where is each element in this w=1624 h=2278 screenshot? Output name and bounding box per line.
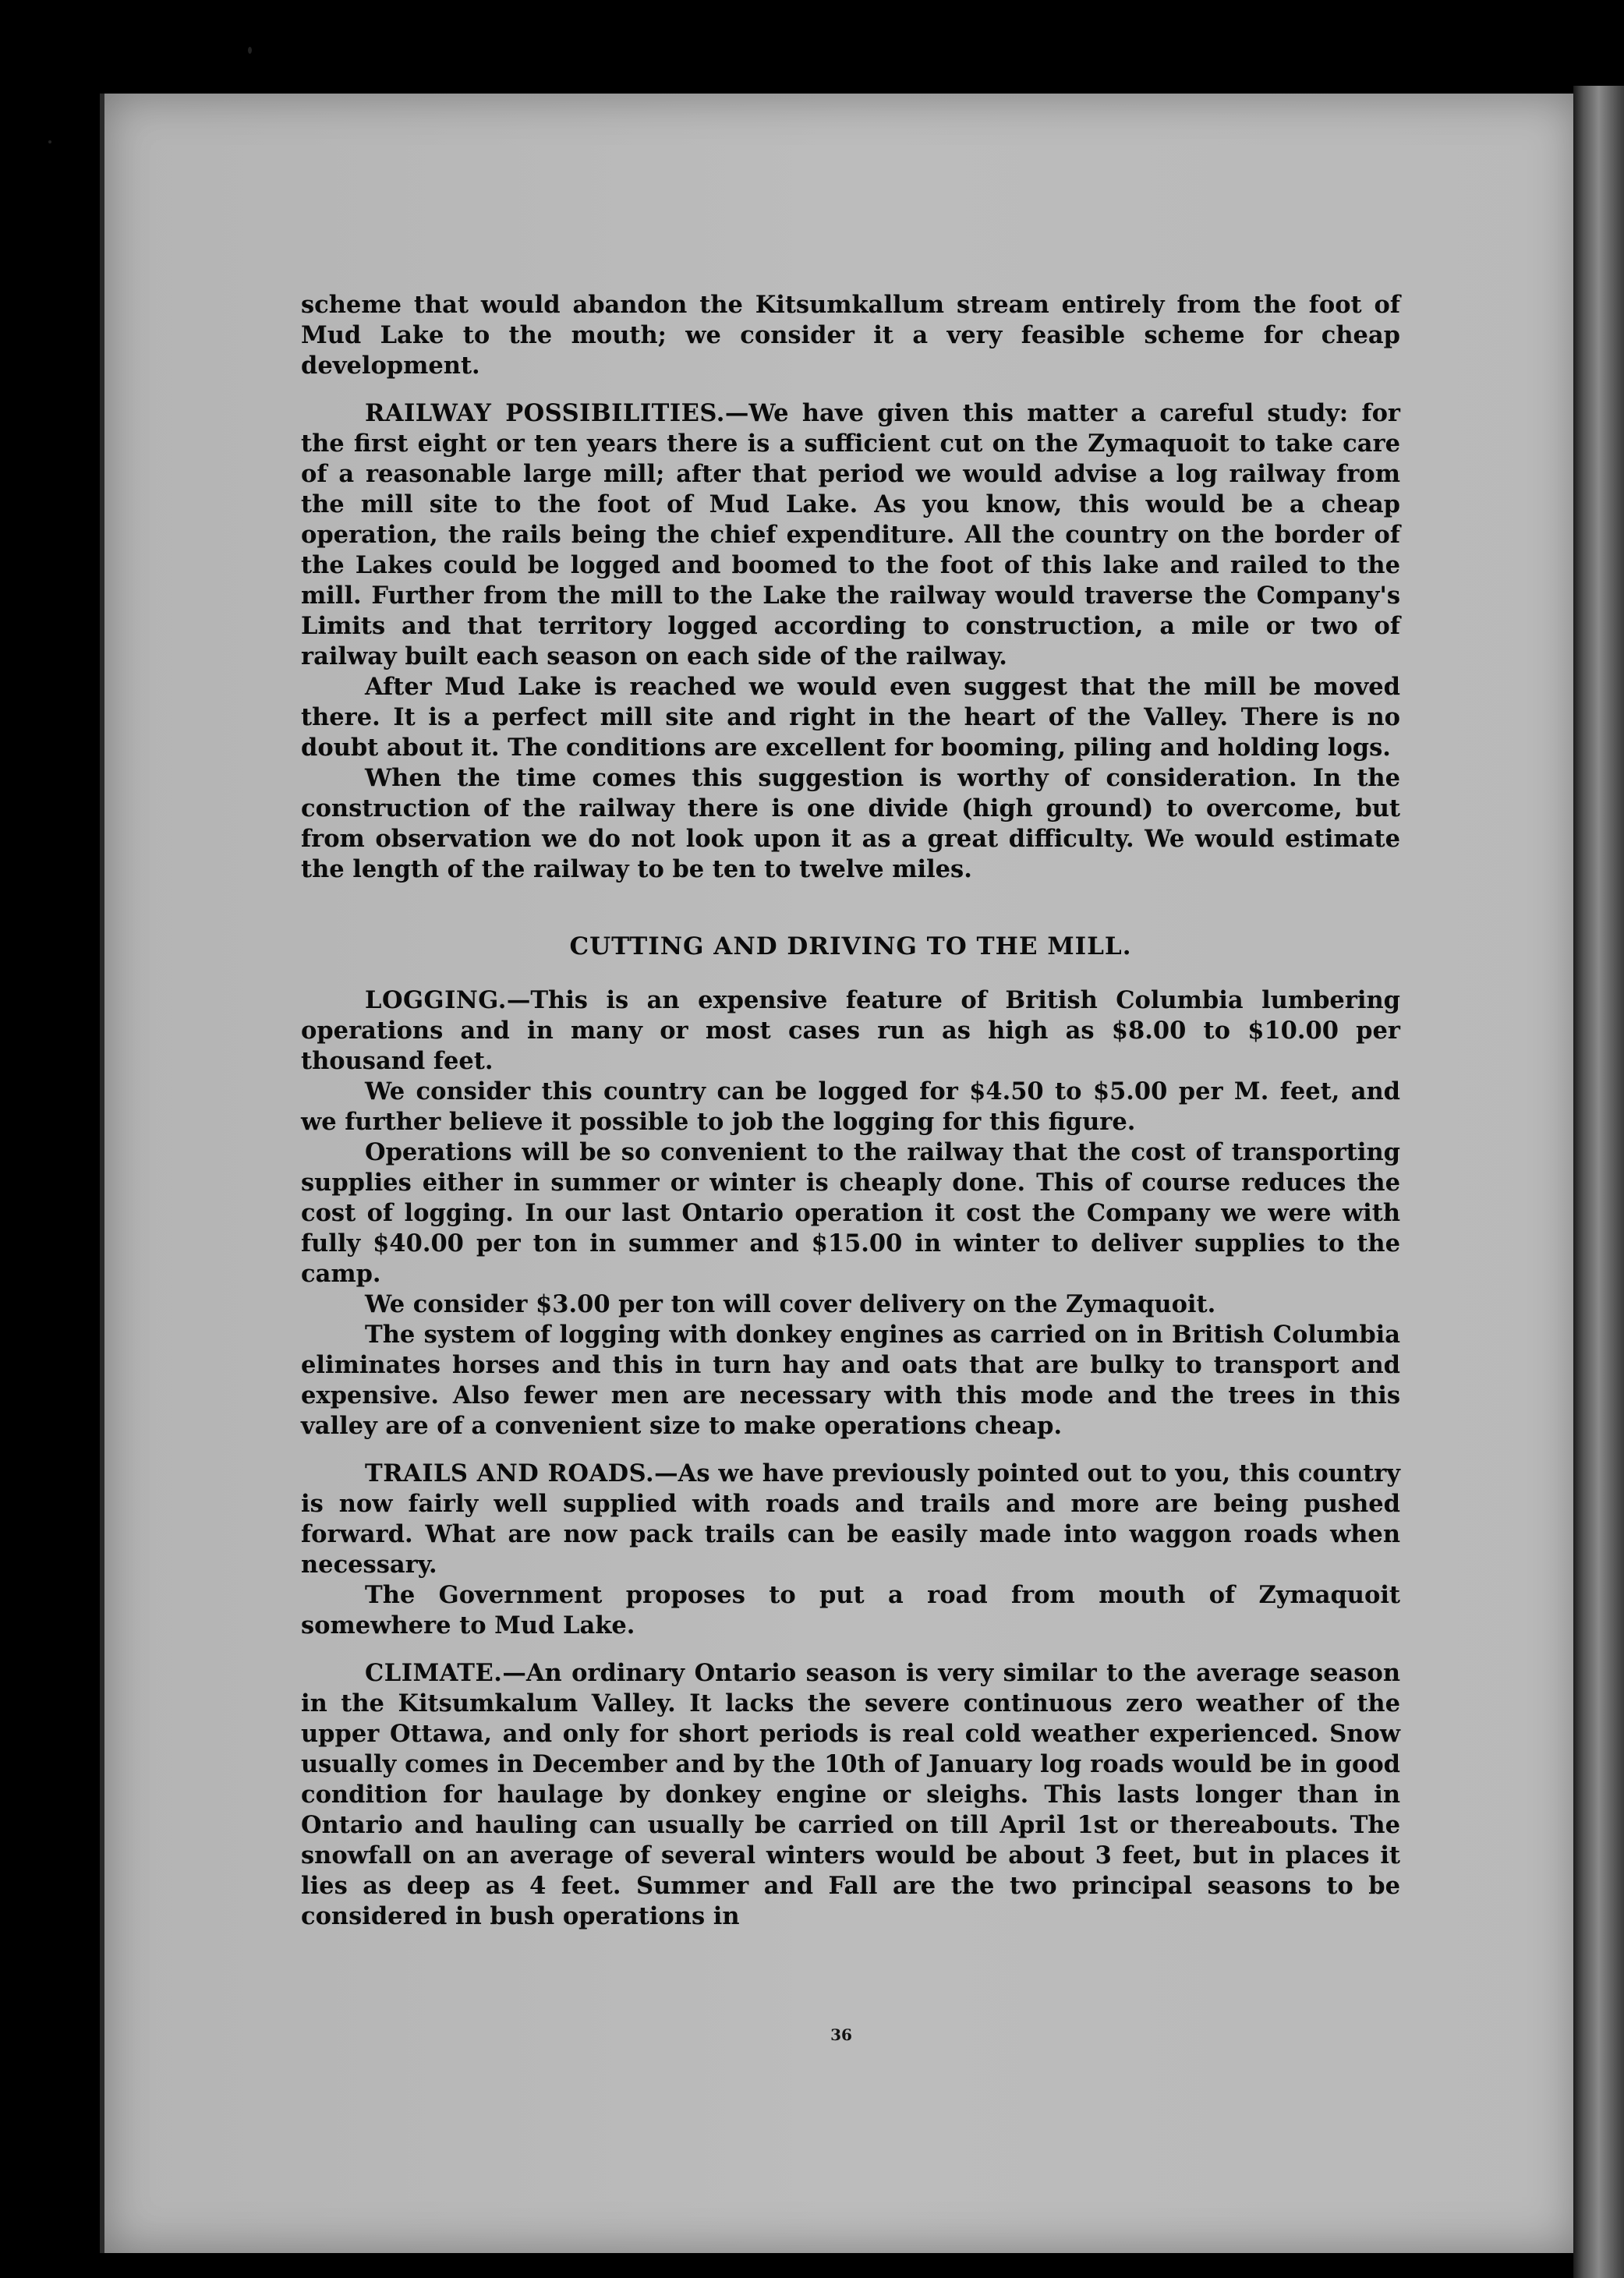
railway-body: —We have given this matter a careful study: for the first eight or ten years there is a sufficient cut on the Zymaquoit to take care of a reasonable large mill; after that period we would advise a log railway from the mill site to the foot of Mud Lake. As you know, this would be a cheap operation, the rails being the chief expenditure. All the country on the border of the Lakes could be logged and boomed to the foot of this lake and railed to the mill. Further from the mill to the Lake the railway would traverse the Company's Limits and that territory logged according to construction, a mile or two of railway built each season on each side of the railway.	[301, 399, 1401, 670]
climate-body: —An ordinary Ontario season is very similar to the average season in the Kitsumkalum Valley. It lacks the severe continuous zero weather of the upper Ottawa, and only for short periods is real cold weather experienced. Snow usually comes in December and by the 10th of January log roads would be in good condition for haulage by donkey engine or sleighs. This lasts longer than in Ontario and hauling can usually be carried on till April 1st or thereabouts. The snowfall on an average of several winters would be about 3 feet, but in places it lies as deep as 4 feet. Summer and Fall are the two principal seasons to be considered in bush operations in	[301, 1659, 1400, 1930]
trails-body: —As we have previously pointed out to you, this country is now fairly well supplied with roads and trails and more are being pushed forward. What are now pack trails can be easily made into waggon roads when necessary.	[301, 1459, 1401, 1579]
logging-paragraph-5: The system of logging with donkey engines as carried on in British Columbia eliminates horses and this in turn hay and oats that are bulky to transport and expensive. Also fewer men are necessary with this mode and the trees in this valley are of a convenient size to make operations cheap.	[301, 1321, 1400, 1440]
railway-paragraph	[301, 398, 1400, 672]
logging-paragraph-3: Operations will be so convenient to the railway that the cost of transporting supplies either in summer or winter is cheaply done. This of course reduces the cost of logging. In our last Ontario operation it cost the Company we were with fully $40.00 per ton in summer and $15.00 in winter to deliver supplies to the camp.	[301, 1138, 1400, 1288]
logging-heading: LOGGING.	[365, 986, 507, 1014]
railway-paragraph-3: When the time comes this suggestion is worthy of consideration. In the construction of the railway there is one divide (high ground) to overcome, but from observation we do not look upon it as a great difficulty. We would estimate the length of the railway to be ten to twelve miles.	[301, 764, 1400, 883]
opening-paragraph: scheme that would abandon the Kitsumkallum stream entirely from the foot of Mud Lake to the mouth; we consider it a very feasible scheme for cheap development.	[301, 291, 1400, 380]
page-edge	[1573, 86, 1624, 2278]
trails-paragraph-2: The Government proposes to put a road from mouth of Zymaquoit somewhere to Mud Lake.	[301, 1581, 1400, 1640]
dust-speck	[248, 47, 252, 54]
section-title: CUTTING AND DRIVING TO THE MILL.	[569, 932, 1132, 960]
logging-paragraph-4: We consider $3.00 per ton will cover delivery on the Zymaquoit.	[365, 1290, 1216, 1318]
climate-paragraph	[301, 1658, 1400, 1932]
logging-body: —This is an expensive feature of British Columbia lumbering operations and in many or most cases run as high as $8.00 to $10.00 per thousand feet.	[301, 986, 1400, 1075]
railway-heading: RAILWAY POSSIBILITIES.	[365, 399, 725, 427]
document-body	[301, 290, 1400, 1932]
trails-paragraph	[301, 1459, 1400, 1580]
page-number: 36	[830, 2025, 852, 2044]
dust-speck	[48, 140, 51, 143]
logging-paragraph-2: We consider this country can be logged for $4.50 to $5.00 per M. feet, and we further believe it possible to job the logging for this figure.	[301, 1077, 1400, 1136]
railway-paragraph-2: After Mud Lake is reached we would even suggest that the mill be moved there. It is a perfect mill site and right in the heart of the Valley. There is no doubt about it. The conditions are excellent for booming, piling and holding logs.	[301, 673, 1400, 762]
logging-paragraph	[301, 985, 1400, 1077]
trails-heading: TRAILS AND ROADS.	[365, 1459, 655, 1487]
climate-heading: CLIMATE.	[365, 1659, 503, 1687]
